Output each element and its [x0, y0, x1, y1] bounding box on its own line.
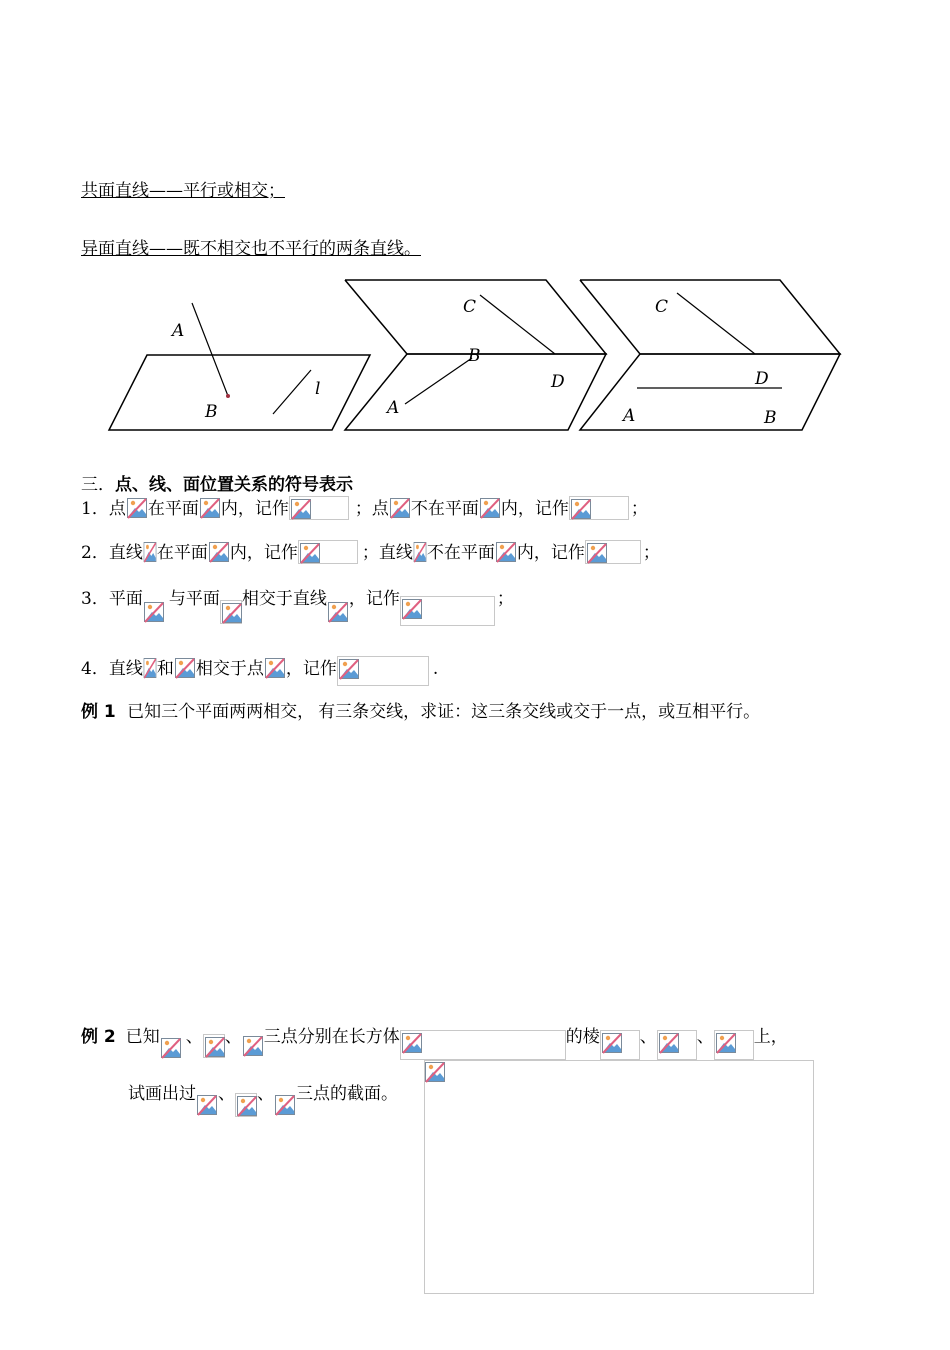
item-text: 不在平面	[426, 543, 495, 563]
formula-image-icon	[569, 496, 629, 520]
example-text: 有三条交线，求证：这三条交线或交于一点，或互相平行。	[318, 702, 761, 722]
item-text: 内，记作	[516, 543, 585, 563]
formula-image-icon	[413, 540, 427, 564]
item-text: ；	[642, 543, 660, 563]
item-2	[81, 540, 660, 566]
item-text: 直线	[108, 543, 143, 563]
formula-image-icon	[203, 1034, 225, 1058]
item-text: 在平面	[156, 543, 208, 563]
label-fig2-b: B	[468, 346, 481, 366]
example-1	[81, 697, 760, 722]
example-text: 已知三个平面两两相交，	[127, 702, 315, 722]
item-text: 与平面	[168, 589, 220, 609]
line-ab-2	[405, 358, 472, 404]
formula-image-icon	[298, 540, 358, 564]
separator: 、	[185, 1027, 203, 1047]
example-text: 试画出过	[128, 1084, 196, 1104]
formula-image-icon	[400, 596, 495, 626]
example-text: 三点分别在长方体	[263, 1027, 400, 1047]
item-text: 内，记作	[220, 499, 289, 519]
formula-image-icon	[174, 656, 196, 680]
formula-image-icon	[274, 1093, 296, 1117]
cuboid-figure-frame	[424, 1060, 814, 1294]
plane-2-upper	[345, 280, 606, 354]
separator: 、	[696, 1027, 714, 1047]
item-4	[81, 656, 438, 686]
item-text: ；直线	[361, 543, 413, 563]
example-label: 例 1	[81, 702, 116, 722]
formula-image-icon	[160, 1036, 182, 1060]
section-title: 点、线、面位置关系的符号表示	[115, 475, 353, 495]
item-text: 内，记作	[500, 499, 569, 519]
geometry-figure	[0, 270, 950, 440]
separator: 、	[224, 1027, 242, 1047]
label-fig1-l: l	[315, 379, 321, 399]
item-text: 不在平面	[410, 499, 479, 519]
formula-image-icon	[220, 600, 242, 624]
item-text: 点	[108, 499, 126, 519]
formula-image-icon	[289, 496, 349, 520]
coplanar-lines-text: 共面直线——平行或相交；	[81, 181, 285, 201]
example-text: 已知	[125, 1027, 160, 1047]
item-text: 内，记作	[229, 543, 298, 563]
formula-image-icon	[199, 496, 221, 520]
item-text: 相交于直线	[241, 589, 327, 609]
formula-image-icon	[208, 540, 230, 564]
section-heading	[81, 470, 353, 495]
formula-image-icon	[714, 1030, 754, 1060]
item-text: 直线	[108, 659, 143, 679]
item-text: ，记作	[285, 659, 337, 679]
formula-image-icon	[196, 1093, 218, 1117]
formula-image-icon	[264, 656, 286, 680]
plane-3-lower	[580, 354, 840, 430]
label-fig1-b: B	[205, 402, 218, 422]
label-fig3-a: A	[623, 406, 636, 426]
item-text: .	[432, 659, 439, 679]
formula-image-icon	[657, 1030, 697, 1060]
separator: 、	[257, 1084, 274, 1104]
item-text: ；点	[354, 499, 389, 519]
formula-image-icon	[143, 540, 157, 564]
formula-image-icon	[600, 1030, 640, 1060]
separator: 、	[218, 1084, 235, 1104]
separator: 、	[639, 1027, 657, 1047]
example-2-line-2	[128, 1081, 398, 1117]
item-number: 1．	[81, 499, 109, 519]
formula-image-icon	[126, 496, 148, 520]
label-fig1-a: A	[172, 321, 185, 341]
label-fig3-c: C	[655, 297, 669, 317]
formula-image-icon	[327, 600, 349, 624]
line-cd	[480, 295, 555, 354]
formula-image-icon	[337, 656, 429, 686]
label-fig2-c: C	[463, 297, 477, 317]
item-text: 在平面	[147, 499, 199, 519]
label-fig2-d: D	[551, 372, 565, 392]
item-text: 和	[156, 659, 174, 679]
formula-image-icon	[479, 496, 501, 520]
formula-image-icon	[400, 1030, 566, 1060]
line-cd-3	[677, 293, 755, 354]
line-l	[273, 370, 311, 414]
example-label: 例 2	[81, 1027, 116, 1047]
item-text: 相交于点	[195, 659, 264, 679]
example-text: 上，	[753, 1027, 788, 1047]
label-fig3-b: B	[764, 408, 777, 428]
plane-3-upper	[580, 280, 840, 354]
item-number: 2．	[81, 543, 109, 563]
formula-image-icon	[143, 656, 157, 680]
point-b	[226, 394, 230, 398]
formula-image-icon	[235, 1093, 257, 1117]
item-3	[81, 586, 514, 626]
formula-image-icon	[389, 496, 411, 520]
section-number: 三．	[81, 475, 115, 495]
plane-1	[109, 355, 370, 430]
formula-image-icon	[143, 600, 165, 624]
example-text: 三点的截面。	[296, 1084, 398, 1104]
formula-image-icon	[242, 1034, 264, 1058]
item-number: 3．	[81, 589, 109, 609]
example-2-line-1	[81, 1024, 788, 1060]
example-text: 的棱	[565, 1027, 600, 1047]
item-1	[81, 496, 648, 522]
item-text: ；	[630, 499, 648, 519]
item-text: ，记作	[348, 589, 400, 609]
item-text: ；	[496, 589, 514, 609]
item-number: 4．	[81, 659, 109, 679]
line-ab	[192, 303, 228, 396]
formula-image-icon	[495, 540, 517, 564]
label-fig2-a: A	[387, 398, 400, 418]
label-fig3-d: D	[755, 369, 769, 389]
formula-image-icon	[585, 540, 641, 564]
skew-lines-text: 异面直线——既不相交也不平行的两条直线。	[81, 239, 421, 259]
item-text: 平面	[108, 589, 143, 609]
